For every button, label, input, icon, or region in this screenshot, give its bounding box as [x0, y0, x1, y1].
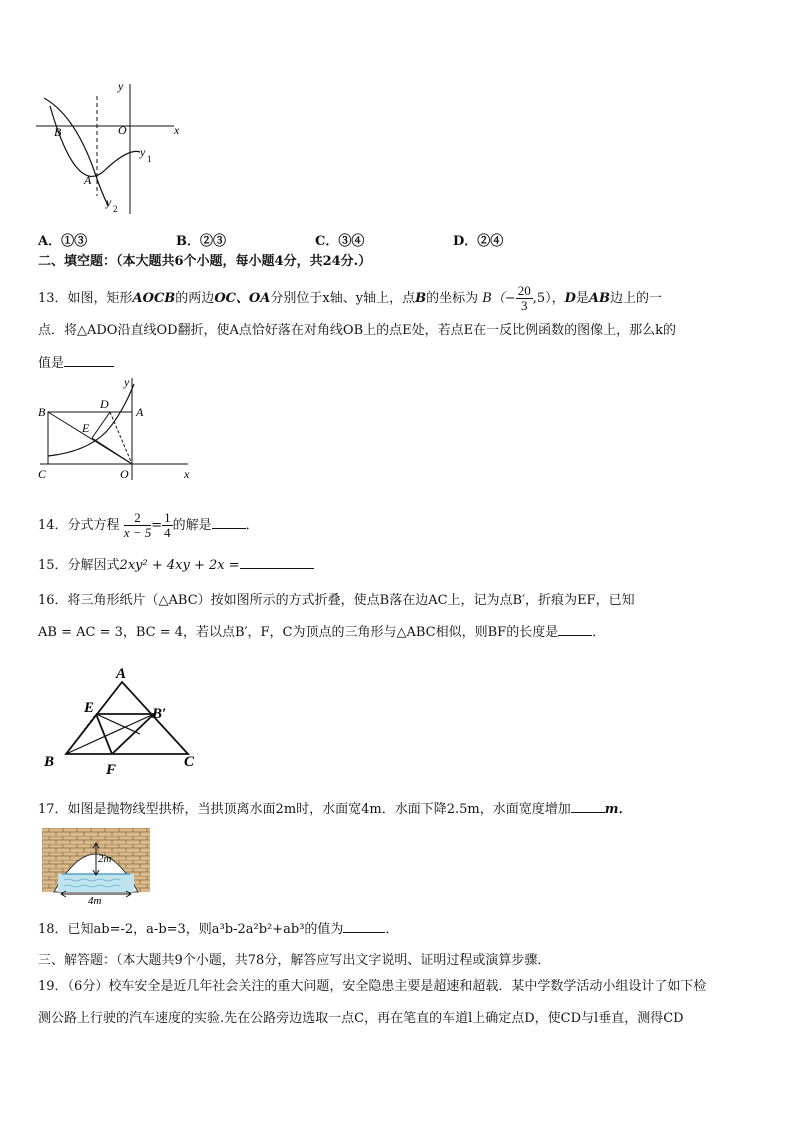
q14-answer-blank	[212, 516, 246, 529]
label-y: y	[118, 79, 124, 93]
q13-text-g: 边上的一	[610, 291, 663, 306]
curve-y2	[44, 98, 108, 206]
label-O: O	[120, 467, 129, 481]
q13-coord-start: B（−	[482, 291, 516, 306]
option-c	[315, 230, 364, 249]
q13-rect-name: AOCB	[132, 291, 176, 306]
q13-frac-den: 3	[520, 298, 528, 313]
option-b-value: ②③	[200, 234, 227, 249]
q13-sides: OC、OA	[214, 291, 271, 306]
q13-text-c: 分别位于x轴、y轴上，点	[270, 291, 416, 306]
option-d	[453, 230, 503, 249]
label-F: F	[106, 762, 117, 778]
q17-answer-blank	[571, 800, 605, 813]
label-x: x	[174, 123, 180, 137]
q14-fraction-right	[162, 511, 173, 540]
q16-line2-text: AB = AC = 3，BC = 4，若以点B′，F，C为顶点的三角形与△ABC相似，则BF的长度是	[38, 625, 559, 640]
q18-answer-blank	[343, 920, 385, 933]
q17	[38, 800, 632, 819]
option-c-value: ③④	[338, 234, 365, 249]
q14-den-left: x − 5	[123, 525, 152, 540]
label-B-prime: B′	[152, 706, 167, 722]
q14-equals: =	[151, 518, 163, 533]
q13-text-b: 的两边	[175, 291, 215, 306]
q13-text-a: 13．如图，矩形	[38, 291, 133, 306]
q13-fraction	[516, 284, 533, 313]
water	[58, 874, 134, 892]
q15-answer-blank	[240, 556, 314, 569]
q18: 18．已知ab=-2，a-b=3，则a³b-2a²b²+ab³的值为 ．	[38, 922, 399, 937]
label-A: A	[136, 405, 144, 419]
q13-line1	[38, 284, 662, 313]
option-b	[176, 230, 226, 249]
q14-prefix: 14．分式方程	[38, 518, 120, 533]
option-d-letter: D．	[453, 234, 478, 249]
q13-coord	[482, 283, 552, 313]
q13-answer-blank	[64, 354, 114, 367]
label-E: E	[84, 700, 95, 716]
q14-fraction-left	[124, 511, 152, 540]
q14-suffix: 的解是	[172, 518, 212, 533]
option-b-letter: B．	[176, 234, 200, 249]
q13-seg-ab: AB	[588, 291, 610, 306]
q13-coord-end: ,5）	[532, 291, 552, 306]
option-c-letter: C．	[315, 234, 339, 249]
q14-num-right: 1	[164, 510, 171, 525]
label-x: x	[184, 467, 190, 481]
rectangle-figure	[36, 374, 196, 484]
label-y: y	[124, 375, 130, 389]
section-3-heading: 三、解答题：（本大题共9个小题，共78分，解答应写出文字说明、证明过程或演算步骤．	[38, 953, 551, 968]
q13-point-b: B	[415, 291, 427, 306]
width-label: 4m	[88, 895, 102, 904]
label-B: B	[44, 754, 55, 770]
section-2-heading: 二、填空题：（本大题共6个小题，每小题4分，共24分.）	[38, 254, 372, 269]
label-B: B	[54, 125, 62, 139]
q13-point-d: D	[564, 291, 576, 306]
q15-prefix: 15．分解因式	[38, 558, 120, 573]
q13-line2: 点．将△ADO沿直线OD翻折，使A点恰好落在对角线OB上的点E处，若点E在一反比例函数的图像上，那么k的	[38, 323, 677, 338]
q13-answer-label: 值是	[38, 356, 65, 371]
q13-text-f: 是	[575, 291, 589, 306]
q14-num-left: 2	[124, 511, 152, 526]
label-y1: y	[140, 145, 146, 159]
label-O: O	[118, 123, 127, 137]
option-a-value: ①③	[61, 234, 88, 249]
label-C: C	[38, 467, 47, 481]
q14: 14．分式方程 $\frac{2}{x - 5}$ = $\frac{1}{4}$ 的解是 ．	[38, 510, 259, 540]
function-graph-figure	[36, 76, 186, 216]
q15	[38, 556, 314, 575]
dashed-be	[66, 714, 96, 754]
segment-de	[92, 412, 110, 438]
label-B: B	[38, 405, 46, 419]
q15-expression: 2xy² + 4xy + 2x =	[119, 558, 240, 573]
label-y2-sub: 2	[113, 204, 118, 214]
q17-unit: m．	[604, 802, 632, 817]
parabola-y1	[50, 106, 140, 176]
option-a-letter: A．	[38, 234, 62, 249]
label-C: C	[184, 754, 195, 770]
label-D: D	[100, 397, 109, 411]
fold-line-od	[110, 412, 132, 464]
height-label: 2m	[98, 853, 112, 865]
option-d-value: ②④	[477, 234, 504, 249]
q16-line2: AB = AC = 3，BC = 4，若以点B′，F，C为顶点的三角形与△ABC相似，则BF的长度是 ．	[38, 625, 606, 640]
label-A: A	[116, 666, 127, 682]
q19-line1: 19．（6分）校车安全是近几年社会关注的重大问题，安全隐患主要是超速和超载．某中学数学活动小组设计了如下检	[38, 979, 707, 994]
label-E: E	[82, 421, 90, 435]
q16-answer-blank	[558, 623, 592, 636]
q17-text: 17．如图是抛物线型拱桥，当拱顶离水面2m时，水面宽4m．水面下降2.5m，水面宽度增加	[38, 802, 571, 817]
q13-line3	[38, 354, 114, 373]
q19-line2: 测公路上行驶的汽车速度的实验.先在公路旁边选取一点C，再在笔直的车道l上确定点D，使CD与l垂直，测得CD	[38, 1011, 684, 1026]
label-y2: y	[106, 195, 112, 209]
q18-text: 18．已知ab=-2，a-b=3，则a³b-2a²b²+ab³的值为	[38, 922, 344, 937]
label-A: A	[84, 173, 92, 187]
q13-frac-num: 20	[517, 283, 531, 298]
triangle-abc	[66, 682, 188, 754]
q14-den-right: 4	[164, 525, 171, 540]
option-a	[38, 230, 87, 249]
q16-line1: 16．将三角形纸片（△ABC）按如图所示的方式折叠，使点B落在边AC上，记为点B′，折痕为EF，已知	[38, 593, 635, 608]
q13-text-e: ，	[551, 291, 565, 306]
triangle-fold-figure	[40, 664, 210, 782]
label-y1-sub: 1	[147, 154, 152, 164]
segment-fb-prime	[112, 714, 154, 754]
arch-bridge-figure	[42, 828, 150, 904]
q13-text-d: 的坐标为	[426, 291, 479, 306]
